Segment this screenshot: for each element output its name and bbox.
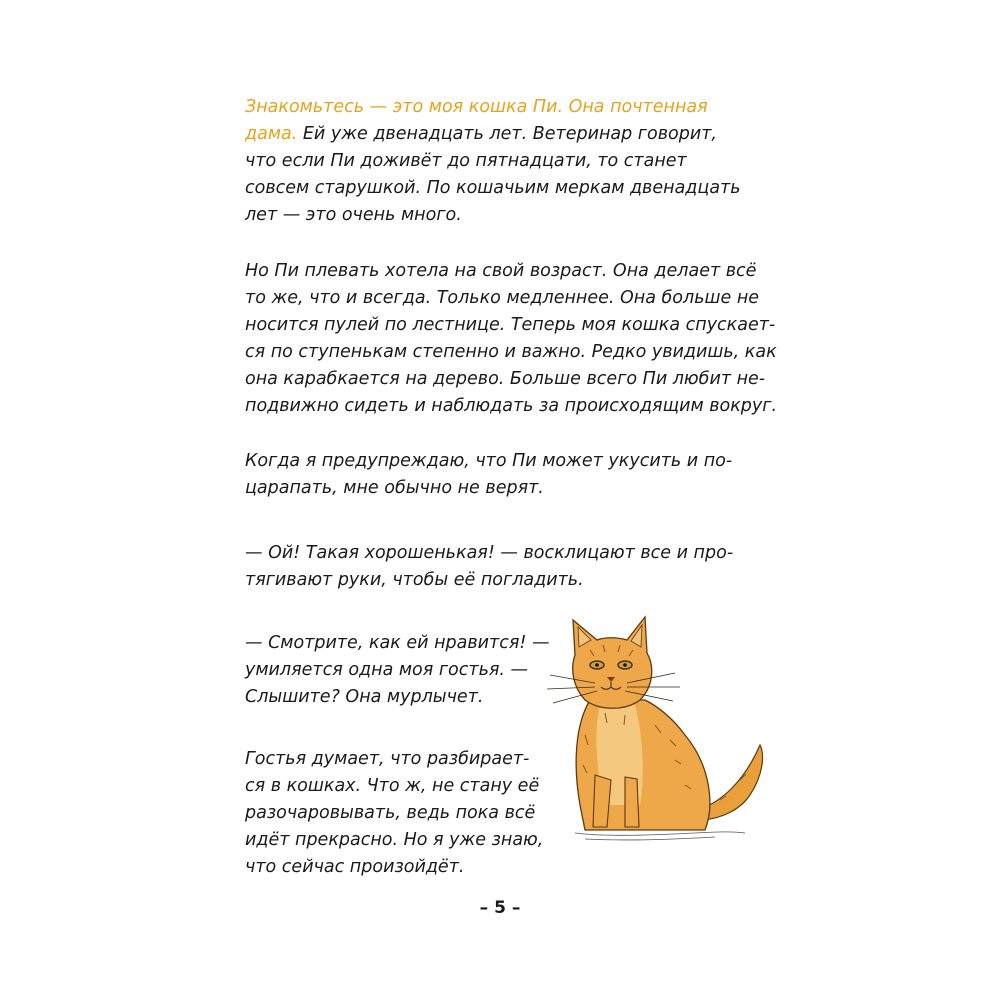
text-line — [245, 121, 741, 148]
text-line: Слышите? Она мурлычет. — [245, 687, 484, 707]
text-line: что если Пи доживёт до пятнадцати, то станет — [245, 151, 687, 171]
text-line: что сейчас произойдёт. — [245, 857, 465, 877]
highlight-text: дама. — [245, 124, 298, 144]
text-line: царапать, мне обычно не верят. — [245, 478, 544, 498]
text-line: лет — это очень много. — [245, 205, 462, 225]
text-line: совсем старушкой. По кошачьим меркам двенадцать — [245, 178, 741, 198]
paragraph-intro — [245, 94, 741, 229]
text-line: разочаровывать, ведь пока всё — [245, 803, 536, 823]
text-line: ся по ступенькам степенно и важно. Редко увидишь, как — [245, 342, 777, 362]
text-line: Но Пи плевать хотела на свой возраст. Она делает всё — [245, 261, 757, 281]
line-text: Ей уже двенадцать лет. Ветеринар говорит, — [297, 124, 717, 144]
text-line: идёт прекрасно. Но я уже знаю, — [245, 830, 544, 850]
paragraph-warning — [245, 448, 732, 502]
highlight-text: Знакомьтесь — это моя кошка Пи. Она почтенная — [245, 97, 708, 117]
text-line: Гостья думает, что разбирает- — [245, 749, 530, 769]
text-line: Когда я предупреждаю, что Пи может укусить и по- — [245, 451, 733, 471]
text-line: — Смотрите, как ей нравится! — — [245, 633, 550, 653]
page-number: – 5 – — [479, 898, 521, 918]
text-line — [245, 94, 741, 121]
paragraph-guest — [245, 630, 549, 711]
text-line: ся в кошках. Что ж, не стану её — [245, 776, 540, 796]
paragraph-exclaim — [245, 540, 733, 594]
text-line: тягивают руки, чтобы её погладить. — [245, 570, 584, 590]
paragraph-age — [245, 258, 777, 420]
text-line: носится пулей по лестнице. Теперь моя кошка спускает- — [245, 315, 776, 335]
text-line: то же, что и всегда. Только медленнее. Она больше не — [245, 288, 760, 308]
text-line: она карабкается на дерево. Больше всего Пи любит не- — [245, 369, 766, 389]
cat-illustration-icon — [545, 605, 785, 845]
text-line: умиляется одна моя гостья. — — [245, 660, 529, 680]
text-line: подвижно сидеть и наблюдать за происходящим вокруг. — [245, 396, 778, 416]
paragraph-guest-thinks — [245, 746, 543, 881]
text-line: — Ой! Такая хорошенькая! — восклицают все и про- — [245, 543, 734, 563]
